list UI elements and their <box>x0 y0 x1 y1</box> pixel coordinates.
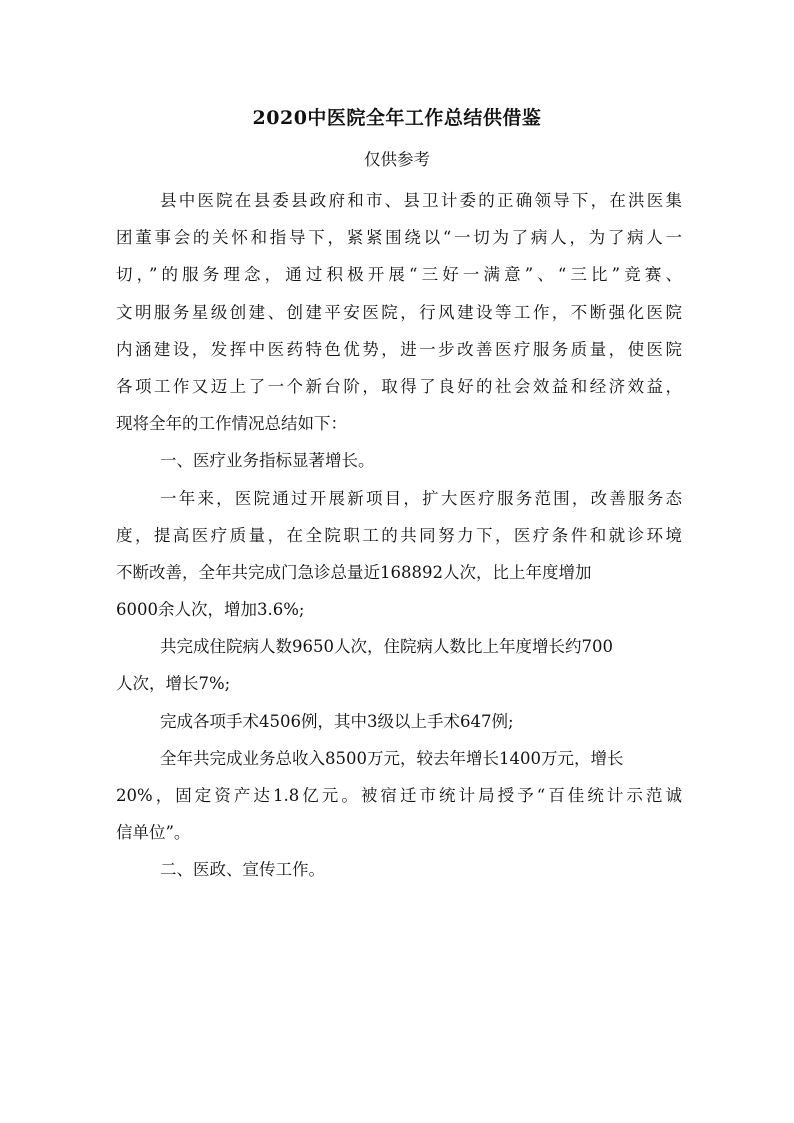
paragraph-line: 20%，固定资产达1.8亿元。被宿迁市统计局授予“百佳统计示范诚 <box>116 786 682 805</box>
paragraph-line: 共完成住院病人数9650人次，住院病人数比上年度增长约700 <box>160 637 613 657</box>
document-subtitle: 仅供参考 <box>364 150 430 169</box>
paragraph-line: 6000余人次，增加3.6%; <box>116 600 305 620</box>
paragraph-line: 一年来，医院通过开展新项目，扩大医疗服务范围，改善服务态 <box>160 488 682 508</box>
paragraph-line: 内涵建设，发挥中医药特色优势，进一步改善医疗服务质量，使医院 <box>116 339 682 359</box>
section-heading: 一、医疗业务指标显著增长。 <box>160 451 375 471</box>
paragraph-line: 县中医院在县委县政府和市、县卫计委的正确领导下，在洪医集 <box>160 191 682 210</box>
paragraph-line: 全年共完成业务总收入8500万元，较去年增长1400万元，增长 <box>160 748 624 768</box>
paragraph-line: 现将全年的工作情况总结如下： <box>116 414 347 434</box>
paragraph-line: 信单位”。 <box>116 823 191 843</box>
paragraph-line: 团董事会的关怀和指导下，紧紧围绕以“一切为了病人，为了病人一 <box>116 228 682 248</box>
document-body <box>116 182 682 889</box>
paragraph-line: 完成各项手术4506例，其中3级以上手术647例; <box>160 711 514 731</box>
paragraph-line: 各项工作又迈上了一个新台阶，取得了良好的社会效益和经济效益， <box>116 376 682 396</box>
paragraph-line: 切，”的服务理念，通过积极开展“三好一满意”、“三比”竞赛、 <box>116 265 682 285</box>
document-title: 2020中医院全年工作总结供借鉴 <box>252 107 542 129</box>
paragraph-line: 度，提高医疗质量，在全院职工的共同努力下，医疗条件和就诊环境 <box>116 525 682 545</box>
paragraph-line: 人次，增长7%; <box>116 674 231 694</box>
paragraph-line: 文明服务星级创建、创建平安医院，行风建设等工作，不断强化医院 <box>116 302 682 322</box>
paragraph-line: 不断改善，全年共完成门急诊总量近168892人次，比上年度增加 <box>116 562 592 582</box>
section-heading: 二、医政、宣传工作。 <box>160 860 325 880</box>
